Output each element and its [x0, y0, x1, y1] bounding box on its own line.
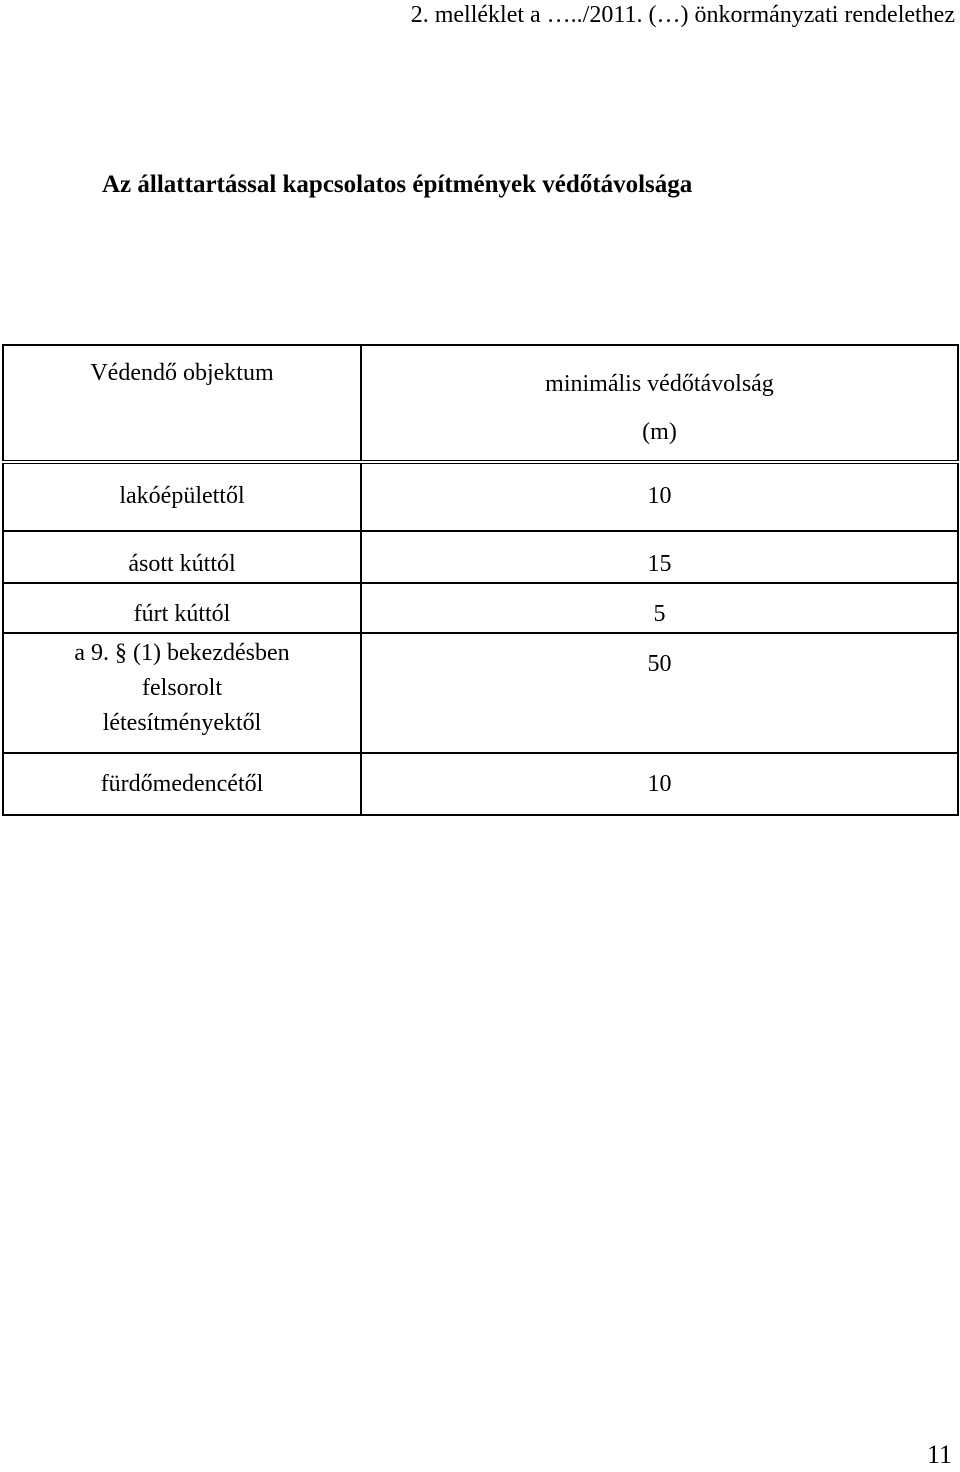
table-row — [3, 583, 958, 633]
protection-distance-table — [2, 344, 959, 816]
document-title: Az állattartással kapcsolatos építmények védőtávolsága — [102, 171, 693, 198]
row-object: fúrt kúttól — [3, 583, 361, 633]
row-object: lakóépülettől — [3, 462, 361, 531]
header-object-label: Védendő objektum — [90, 360, 274, 386]
header-distance — [361, 345, 958, 462]
row-object-line: létesítményektől — [102, 710, 262, 736]
table-header-row — [3, 345, 958, 462]
row-object — [3, 633, 361, 753]
header-distance-unit: (m) — [642, 419, 677, 445]
row-object-line: a 9. § (1) bekezdésben — [74, 640, 290, 666]
table-row — [3, 531, 958, 583]
header-distance-label: minimális védőtávolság — [545, 371, 774, 397]
table-row — [3, 633, 958, 753]
row-distance: 15 — [361, 531, 958, 583]
row-object-line: felsorolt — [142, 675, 222, 701]
page-number: 11 — [926, 1440, 952, 1469]
row-distance: 5 — [361, 583, 958, 633]
header-object — [3, 345, 361, 462]
row-distance: 50 — [361, 633, 958, 753]
table-row — [3, 753, 958, 815]
row-object: ásott kúttól — [3, 531, 361, 583]
table-row — [3, 462, 958, 531]
row-object: fürdőmedencétől — [3, 753, 361, 815]
annex-reference: 2. melléklet a …../2011. (…) önkormányzati rendelethez — [410, 2, 955, 28]
row-distance: 10 — [361, 462, 958, 531]
row-distance: 10 — [361, 753, 958, 815]
